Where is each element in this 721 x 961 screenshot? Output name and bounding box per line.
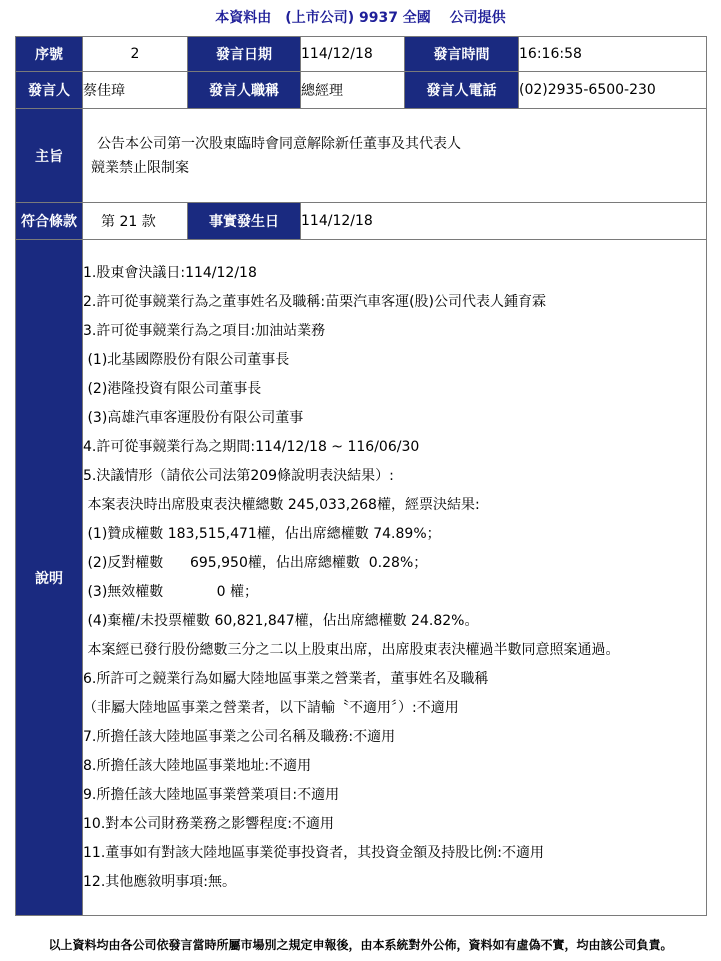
description-label: 說明 [16, 240, 83, 916]
description-line: （非屬大陸地區事業之營業者，以下請輸〝不適用〞）:不適用 [83, 699, 459, 716]
time-value: 16:16:58 [519, 37, 707, 72]
description-line: 8.所擔任該大陸地區事業地址:不適用 [83, 757, 312, 774]
description-line: (4)棄權/未投票權數 60,821,847權，佔出席總權數 24.82%。 [83, 612, 479, 629]
date-label: 發言日期 [188, 37, 301, 72]
description-line: (2)反對權數 695,950權，佔出席總權數 0.28%； [83, 554, 428, 571]
description-line: 11.董事如有對該大陸地區事業從事投資者，其投資金額及持股比例:不適用 [83, 844, 544, 861]
description-line: 6.所許可之競業行為如屬大陸地區事業之營業者，董事姓名及職稱 [83, 670, 489, 687]
description-line: 本案表決時出席股東表決權總數 245,033,268權，經票決結果: [83, 496, 480, 513]
clause-value: 第 21 款 [83, 203, 188, 240]
phone-value: (02)2935-6500-230 [519, 72, 707, 109]
clause-label: 符合條款 [16, 203, 83, 240]
description-cell [83, 240, 707, 916]
description-line: 12.其他應敘明事項:無。 [83, 873, 236, 890]
page-header [0, 0, 721, 34]
description-line: 1.股東會決議日:114/12/18 [83, 264, 257, 281]
serial-value: 2 [83, 37, 188, 72]
row-subject [16, 109, 707, 203]
announcement-table [15, 36, 707, 916]
event-date-label: 事實發生日 [188, 203, 301, 240]
phone-label: 發言人電話 [405, 72, 519, 109]
subject-cell [83, 109, 707, 203]
row-serial [16, 37, 707, 72]
date-value: 114/12/18 [301, 37, 405, 72]
description-line: 3.許可從事競業行為之項目:加油站業務 [83, 322, 326, 339]
description-line: (2)港隆投資有限公司董事長 [83, 380, 262, 397]
speaker-title-value: 總經理 [301, 72, 405, 109]
description-line: 2.許可從事競業行為之董事姓名及職稱:苗栗汽車客運(股)公司代表人鍾育霖 [83, 293, 546, 310]
footer-disclaimer: 以上資料均由各公司依發言當時所屬市場別之規定申報後，由本系統對外公佈，資料如有虛偽不實，均由該公司負責。 [48, 938, 673, 952]
row-speaker [16, 72, 707, 109]
row-description [16, 240, 707, 916]
subject-line-1: 公告本公司第一次股東臨時會同意解除新任董事及其代表人 [97, 135, 461, 152]
row-clause [16, 203, 707, 240]
description-lines [83, 259, 706, 897]
header-title: 本資料由 (上市公司) 9937 全國 公司提供 [215, 10, 506, 26]
description-line: 10.對本公司財務業務之影響程度:不適用 [83, 815, 334, 832]
subject-label: 主旨 [16, 109, 83, 203]
description-line: (3)無效權數 0 權； [83, 583, 259, 600]
description-line: (1)贊成權數 183,515,471權，佔出席總權數 74.89%； [83, 525, 441, 542]
description-line: 本案經已發行股份總數三分之二以上股東出席，出席股東表決權過半數同意照案通過。 [83, 641, 620, 658]
description-line: 9.所擔任該大陸地區事業營業項目:不適用 [83, 786, 340, 803]
time-label: 發言時間 [405, 37, 519, 72]
subject-line-2: 競業禁止限制案 [91, 159, 189, 176]
description-line: 5.決議情形（請依公司法第209條說明表決結果）: [83, 467, 394, 484]
description-line: (3)高雄汽車客運股份有限公司董事 [83, 409, 304, 426]
event-date-value: 114/12/18 [301, 203, 707, 240]
speaker-title-label: 發言人職稱 [188, 72, 301, 109]
speaker-label: 發言人 [16, 72, 83, 109]
description-line: 7.所擔任該大陸地區事業之公司名稱及職務:不適用 [83, 728, 396, 745]
description-line: 4.許可從事競業行為之期間:114/12/18 ~ 116/06/30 [83, 438, 420, 455]
serial-label: 序號 [16, 37, 83, 72]
page-footer [0, 936, 721, 953]
speaker-value: 蔡佳璋 [83, 72, 188, 109]
description-line: (1)北基國際股份有限公司董事長 [83, 351, 290, 368]
